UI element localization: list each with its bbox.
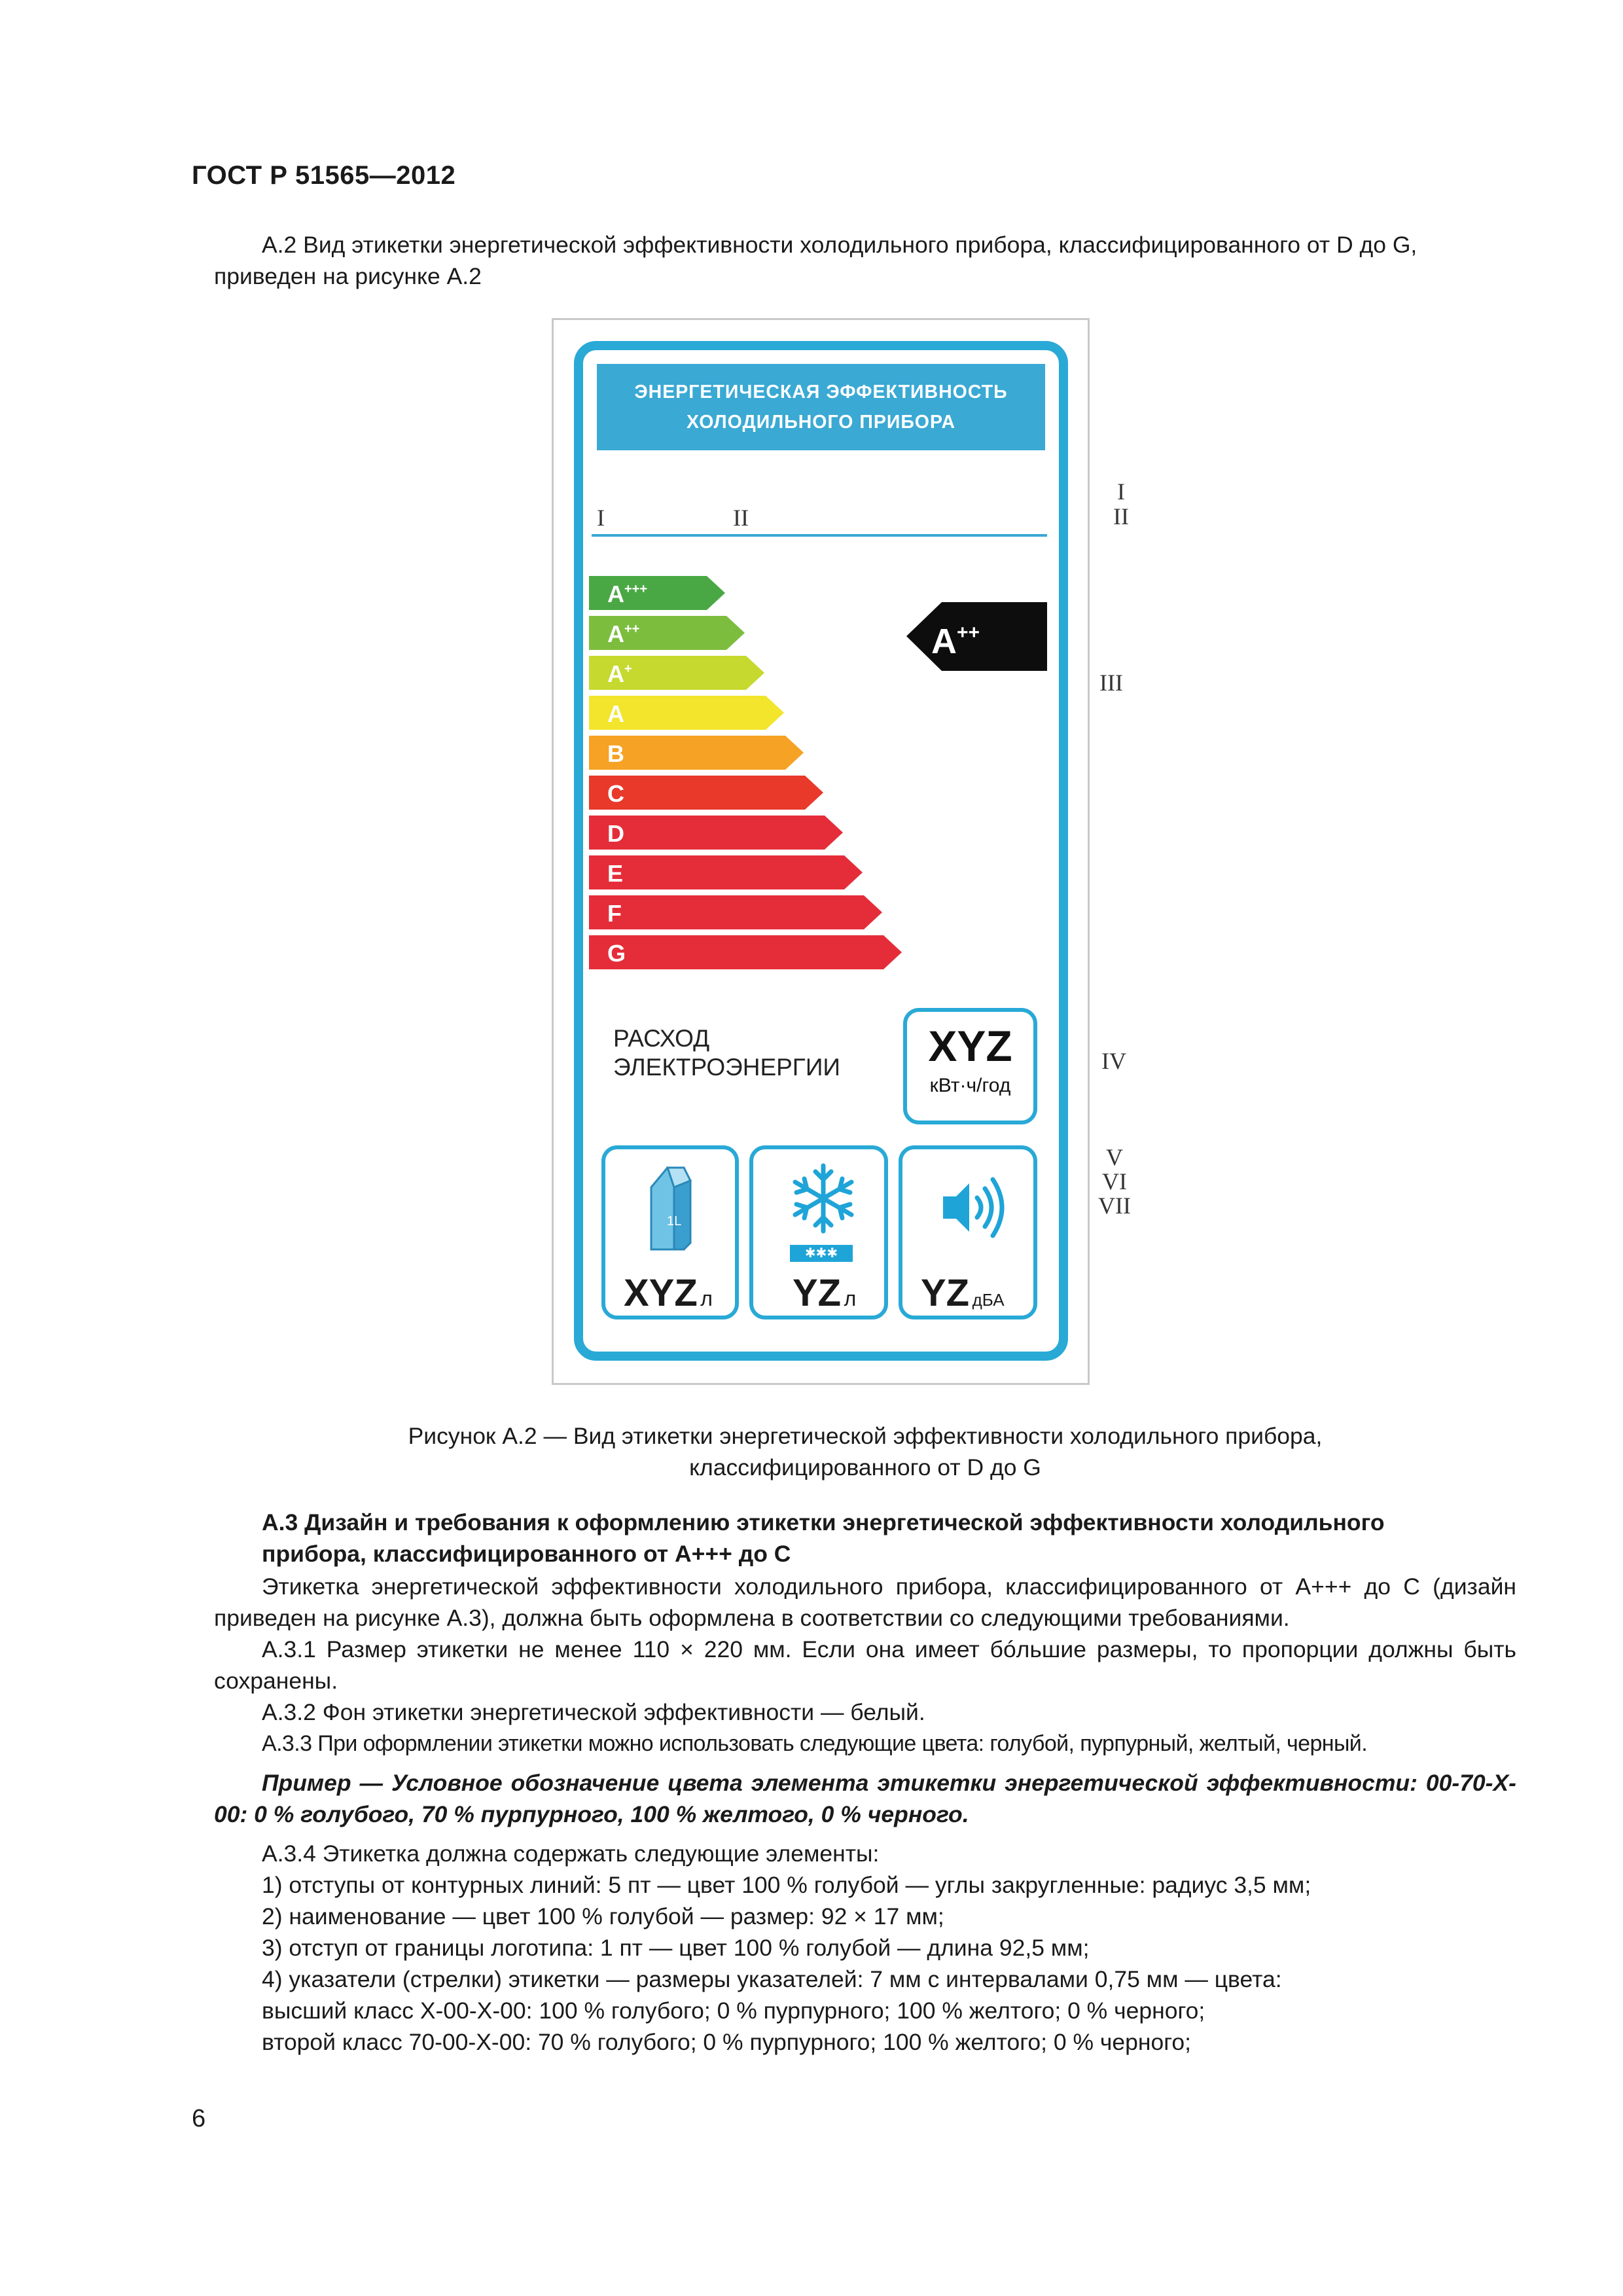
- intro-paragraph: [214, 229, 1516, 292]
- frozen-volume-value: YZ: [793, 1272, 842, 1314]
- section-a3-paragraph-5: А.3.4 Этикетка должна содержать следующие элементы:: [262, 1840, 880, 1867]
- caption-line-1: Рисунок А.2 — Вид этикетки энергетической эффективности холодильного прибора,: [408, 1423, 1323, 1449]
- caption-line-2: классифицированного от D до G: [689, 1454, 1041, 1480]
- list-item-3: 3) отступ от границы логотипа: 1 пт — цвет 100 % голубой — длина 92,5 мм;: [262, 1935, 1090, 1961]
- side-label-iii: III: [1099, 670, 1123, 696]
- label-roman-i: I: [597, 505, 605, 531]
- noise-value: YZ: [921, 1272, 970, 1314]
- label-roman-ii: II: [733, 505, 749, 531]
- energy-label-title: [597, 364, 1045, 450]
- freezer-stars-badge: ✱✱✱: [790, 1245, 853, 1262]
- frozen-volume-unit: л: [844, 1287, 857, 1310]
- frozen-volume-readout: [793, 1271, 856, 1315]
- side-label-v: V: [1106, 1144, 1123, 1170]
- energy-class-arrow: [589, 816, 843, 850]
- speaker-icon: [939, 1165, 1011, 1250]
- class-indicator-arrow: [906, 602, 1050, 674]
- snowflake-icon: [787, 1162, 859, 1234]
- label-title-line-2: ХОЛОДИЛЬНОГО ПРИБОРА: [686, 412, 956, 433]
- energy-class-label: A+: [607, 660, 632, 687]
- side-label-ii: II: [1113, 503, 1129, 529]
- fresh-volume-unit: л: [700, 1287, 713, 1310]
- milk-carton-icon: [645, 1161, 697, 1259]
- list-item-4: 4) указатели (стрелки) этикетки — размеры указателей: 7 мм с интервалами 0,75 мм — цвета:: [262, 1966, 1282, 1992]
- section-a3-heading-line-1: А.3 Дизайн и требования к оформлению этикетки энергетической эффективности холодильного: [262, 1509, 1385, 1535]
- section-a3-paragraph-4: А.3.3 При оформлении этикетки можно использовать следующие цвета: голубой, пурпурный, желтый, черный.: [262, 1731, 1368, 1756]
- energy-class-arrow: [589, 855, 863, 889]
- energy-class-label: F: [607, 900, 622, 927]
- energy-class-label: A++: [607, 620, 640, 647]
- fresh-volume-box: [601, 1145, 739, 1319]
- document-header: ГОСТ Р 51565—2012: [192, 161, 456, 190]
- svg-text:1L: 1L: [667, 1214, 682, 1229]
- figure-caption: [214, 1420, 1516, 1483]
- consumption-box: [903, 1008, 1037, 1124]
- side-label-i: I: [1117, 478, 1125, 505]
- energy-class-scale: [589, 576, 929, 982]
- frozen-volume-box: [749, 1145, 888, 1319]
- side-label-iv: IV: [1101, 1048, 1126, 1074]
- indicator-letter: A: [931, 622, 957, 661]
- consumption-text: [613, 1024, 840, 1082]
- label-title-line-1: ЭНЕРГЕТИЧЕСКАЯ ЭФФЕКТИВНОСТЬ: [634, 382, 1008, 403]
- section-a3-paragraph-3: А.3.2 Фон этикетки энергетической эффективности — белый.: [262, 1699, 925, 1725]
- consumption-line-2: ЭЛЕКТРОЭНЕРГИИ: [613, 1054, 841, 1081]
- label-logo-separator: [592, 534, 1047, 537]
- list-item-1: 1) отступы от контурных линий: 5 пт — цвет 100 % голубой — углы закругленные: радиус 3,5 мм;: [262, 1872, 1311, 1898]
- indicator-label: A++: [931, 622, 980, 661]
- energy-class-label: A: [607, 700, 624, 727]
- noise-box: [899, 1145, 1037, 1319]
- fresh-volume-readout: [624, 1271, 713, 1315]
- fresh-volume-value: XYZ: [624, 1272, 698, 1314]
- page-number: 6: [192, 2105, 206, 2132]
- energy-class-label: A+++: [607, 581, 648, 607]
- side-label-v-vii: [1092, 1145, 1137, 1218]
- consumption-line-1: РАСХОД: [613, 1025, 710, 1052]
- list-item-2: 2) наименование — цвет 100 % голубой — размер: 92 × 17 мм;: [262, 1903, 944, 1929]
- section-a3-paragraph-2: А.3.1 Размер этикетки не менее 110 × 220 мм. Если она имеет бóльшие размеры, то пропорции должны быть сохранены.: [214, 1636, 1516, 1694]
- section-a3-heading: [214, 1507, 1516, 1570]
- energy-class-label: D: [607, 820, 624, 847]
- list-tail-1: высший класс X-00-X-00: 100 % голубого; 0 % пурпурного; 100 % желтого; 0 % черного;: [262, 1998, 1205, 2024]
- energy-class-label: E: [607, 860, 624, 887]
- intro-line-2: приведен на рисунке А.2: [214, 263, 482, 289]
- intro-line-1: А.2 Вид этикетки энергетической эффективности холодильного прибора, классифицированного от D до G,: [262, 232, 1418, 258]
- section-a3-example: Пример — Условное обозначение цвета элемента этикетки энергетической эффективности: 00-70-X-00: 0 % голубого, 70 % пурпурного, 100 % желтого, 0 % черного.: [214, 1770, 1516, 1827]
- consumption-unit: кВт·ч/год: [929, 1075, 1011, 1096]
- energy-class-label: B: [607, 740, 624, 767]
- section-a3-paragraph-1: Этикетка энергетической эффективности холодильного прибора, классифицированного от А+++ до С (дизайн приведен на рисунке А.3), должна быть оформлена в соответствии со следующими требованиями.: [214, 1573, 1516, 1631]
- list-tail-2: второй класс 70-00-X-00: 70 % голубого; 0 % пурпурного; 100 % желтого; 0 % черного;: [262, 2029, 1192, 2055]
- energy-class-arrow: [589, 935, 902, 969]
- section-a3-items: [214, 1869, 1516, 2058]
- energy-class-label: C: [607, 780, 624, 807]
- side-label-i-ii: [1108, 479, 1134, 529]
- noise-readout: [921, 1271, 1005, 1315]
- section-a3-heading-line-2: прибора, классифицированного от А+++ до С: [262, 1541, 791, 1567]
- side-label-vii: VII: [1098, 1193, 1131, 1219]
- energy-class-label: G: [607, 940, 626, 967]
- side-label-vi: VI: [1102, 1168, 1127, 1194]
- noise-unit: дБА: [972, 1290, 1005, 1310]
- consumption-value: XYZ: [928, 1022, 1012, 1070]
- energy-class-arrow: [589, 895, 882, 929]
